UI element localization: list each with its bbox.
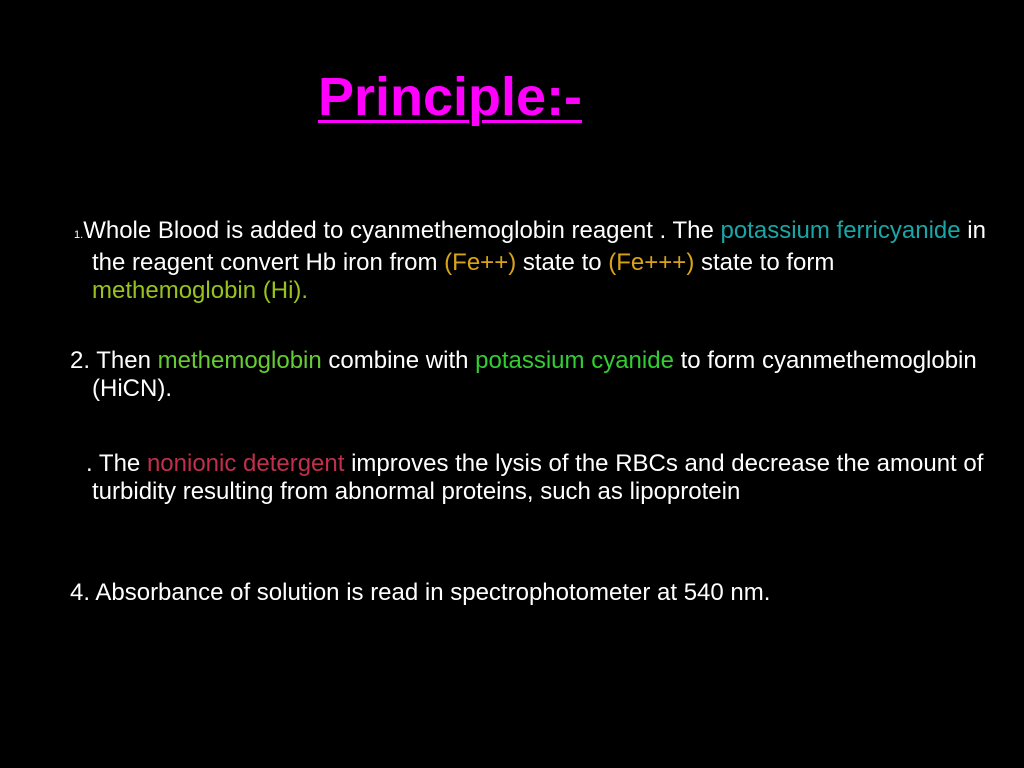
step-2-text-b: combine with — [321, 347, 476, 374]
step-1-text-b: in the reagent convert Hb iron from — [92, 217, 986, 276]
step-3-text-a: . The — [86, 450, 147, 477]
principle-step-2 — [70, 347, 1002, 403]
step-3-text-b: improves the lysis of the RBCs and decrease the amount of turbidity resulting from abnormal proteins, such as lipoprotein — [92, 450, 984, 505]
step-1-text-c: state to — [516, 249, 609, 276]
highlight-potassium-ferricyanide: potassium ferricyanide — [720, 217, 961, 244]
step-2-text-a: 2. Then — [70, 347, 158, 374]
highlight-methemoglobin: methemoglobin — [157, 347, 322, 374]
step-1-text-a: Whole Blood is added to cyanmethemoglobin reagent . The — [83, 217, 721, 244]
principle-step-1 — [74, 217, 1002, 305]
highlight-potassium-cyanide: potassium cyanide — [475, 347, 674, 374]
highlight-fe2: (Fe++) — [444, 249, 517, 276]
step-4-text: 4. Absorbance of solution is read in spectrophotometer at 540 nm. — [70, 579, 771, 606]
highlight-methemoglobin-hi: methemoglobin (Hi). — [92, 277, 309, 304]
step-1-text-d: state to form — [694, 249, 835, 276]
step-1-number: 1. — [74, 229, 84, 241]
highlight-fe3: (Fe+++) — [608, 249, 695, 276]
highlight-nonionic-detergent: nonionic detergent — [146, 450, 345, 477]
step-2-text-c: to form cyanmethemoglobin (HiCN). — [92, 347, 977, 402]
principle-step-3 — [86, 450, 1002, 506]
slide-title: Principle:- — [318, 67, 583, 127]
principle-step-4 — [70, 579, 980, 607]
